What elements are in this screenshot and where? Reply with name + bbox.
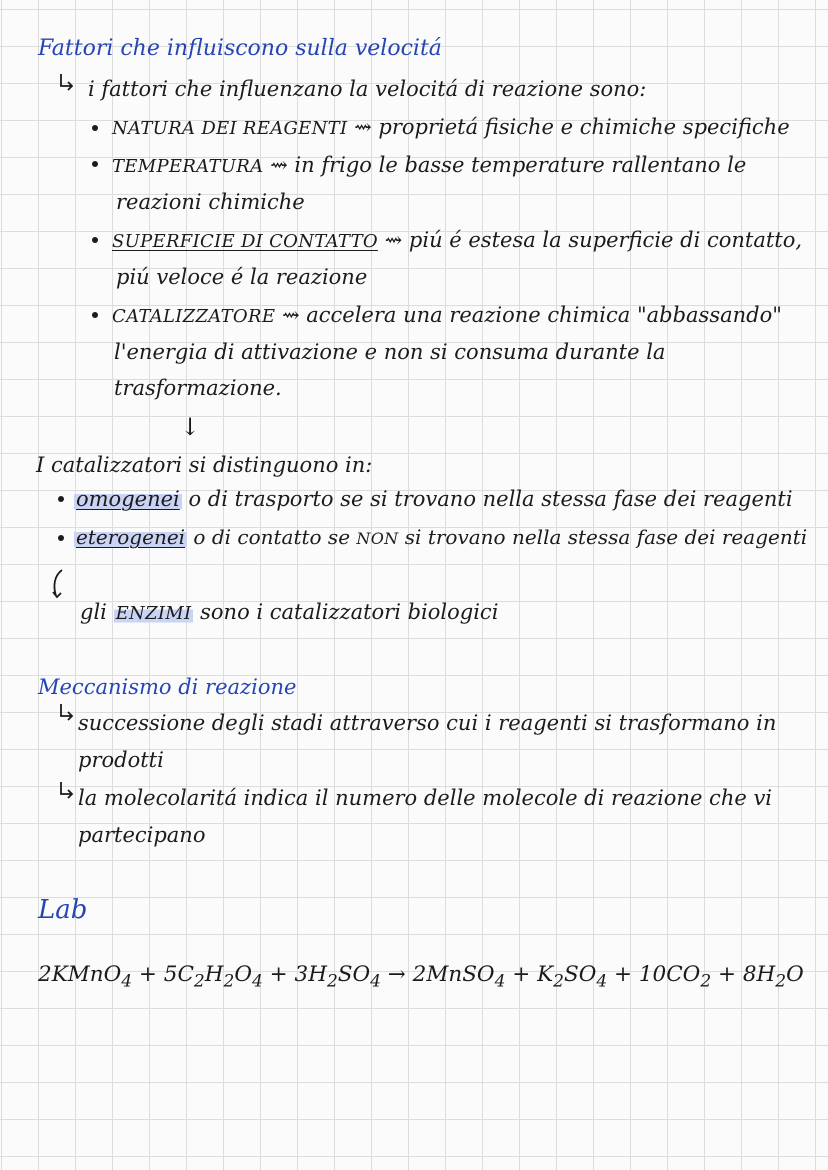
- enzymes-text: gli: [80, 600, 107, 624]
- eq-subscript: 2: [326, 971, 338, 992]
- factor-desc-cont: piú veloce é la reazione: [116, 265, 368, 289]
- section-title-lab: Lab: [38, 895, 88, 925]
- squiggle-arrow-icon: ⇝: [270, 153, 288, 177]
- eq-coefficient: 2: [38, 962, 52, 987]
- eq-plus: +: [614, 962, 633, 987]
- factor-desc-cont: trasformazione.: [114, 376, 282, 400]
- eq-subscript: 2: [193, 971, 205, 992]
- eq-formula: O: [234, 962, 252, 987]
- down-arrow-icon: ↓: [180, 413, 201, 441]
- factor-desc: proprietá fisiche e chimiche specifiche: [378, 115, 790, 139]
- factor-item-natura: [112, 112, 790, 144]
- eq-subscript: 4: [494, 971, 506, 992]
- catalysts-intro: I catalizzatori si distinguono in:: [36, 453, 373, 477]
- eq-plus: +: [269, 962, 288, 987]
- bullet-icon: [58, 496, 64, 502]
- catalyst-desc: o di contatto se: [193, 525, 351, 549]
- eq-formula: C: [177, 962, 194, 987]
- factor-item-temperatura: [112, 150, 746, 182]
- mechanism-line-1-cont: prodotti: [78, 748, 164, 772]
- squiggle-arrow-icon: ⇝: [354, 115, 372, 139]
- factor-term: CATALIZZATORE: [112, 306, 276, 327]
- eq-subscript: 4: [251, 971, 263, 992]
- eq-subscript: 4: [121, 971, 133, 992]
- eq-formula: H: [204, 962, 224, 987]
- squiggle-arrow-icon: ⇝: [281, 303, 300, 327]
- factor-desc-cont: reazioni chimiche: [116, 190, 305, 214]
- reaction-arrow-icon: →: [387, 962, 406, 987]
- eq-plus: +: [512, 962, 531, 987]
- bullet-icon: [92, 237, 98, 243]
- eq-coefficient: 8: [742, 962, 757, 987]
- eq-subscript: 2: [223, 971, 235, 992]
- mechanism-line-2-cont: partecipano: [78, 823, 206, 847]
- eq-formula: O: [786, 962, 804, 987]
- eq-coefficient: 2: [412, 962, 427, 987]
- bullet-icon: [92, 312, 98, 318]
- eq-coefficient: 3: [294, 962, 309, 987]
- factor-desc: piú é estesa la superficie di contatto,: [408, 228, 803, 252]
- eq-formula: H: [308, 962, 327, 987]
- eq-subscript: 4: [370, 971, 381, 992]
- factors-intro: i fattori che influenzano la velocitá di reazione sono:: [88, 77, 647, 101]
- section-title-mechanism: Meccanismo di reazione: [38, 675, 297, 699]
- eq-subscript: 2: [700, 971, 712, 992]
- eq-formula: K: [537, 962, 554, 987]
- eq-formula: SO: [337, 962, 371, 987]
- section-title-factors: Fattori che influiscono sulla velocitá: [38, 36, 442, 61]
- enzymes-text: sono i catalizzatori biologici: [200, 600, 499, 624]
- eq-formula: SO: [563, 962, 597, 987]
- eq-formula: H: [756, 962, 776, 987]
- factor-term: NATURA DEI REAGENTI: [112, 118, 348, 139]
- catalyst-type-omogenei: [74, 484, 793, 514]
- eq-formula: CO: [666, 962, 701, 987]
- eq-coefficient: 10: [638, 962, 667, 987]
- squiggle-arrow-icon: ⇝: [384, 228, 403, 252]
- bullet-icon: [92, 161, 98, 167]
- catalyst-type-eterogenei: [74, 522, 807, 554]
- hook-arrow-icon: [50, 568, 68, 602]
- catalyst-term: eterogenei: [76, 525, 186, 549]
- bullet-icon: [58, 535, 64, 541]
- eq-plus: +: [717, 962, 736, 987]
- eq-plus: +: [138, 962, 157, 987]
- hook-arrow-icon: [58, 780, 76, 802]
- enzymes-term: ENZIMI: [115, 603, 192, 624]
- factor-desc: accelera una reazione chimica "abbassando": [306, 303, 782, 327]
- eq-formula: MnSO: [426, 962, 495, 987]
- eq-coefficient: 5: [163, 962, 178, 987]
- hook-arrow-icon: [58, 72, 76, 94]
- hook-arrow-icon: [58, 702, 76, 724]
- factor-desc: in frigo le basse temperature rallentano le: [294, 153, 747, 177]
- eq-formula: KMnO: [51, 962, 122, 987]
- mechanism-line-2: la molecolaritá indica il numero delle molecole di reazione che vi: [78, 786, 773, 810]
- factor-item-catalizzatore: [112, 300, 782, 332]
- mechanism-line-1: successione degli stadi attraverso cui i reagenti si trasformano in: [78, 711, 777, 735]
- factor-term: SUPERFICIE DI CONTATTO: [112, 231, 378, 252]
- eq-subscript: 2: [775, 971, 787, 992]
- catalyst-desc-emphasis: NON: [356, 529, 399, 548]
- catalyst-desc: si trovano nella stessa fase dei reagenti: [404, 525, 808, 549]
- factor-desc-cont: l'energia di attivazione e non si consuma durante la: [114, 340, 666, 364]
- eq-subscript: 4: [596, 971, 608, 992]
- bullet-icon: [92, 125, 98, 131]
- catalyst-desc: o di trasporto se si trovano nella stessa fase dei reagenti: [188, 487, 793, 511]
- catalyst-term: omogenei: [76, 487, 180, 511]
- chemical-equation: [38, 962, 804, 991]
- eq-subscript: 2: [553, 971, 564, 992]
- factor-item-superficie: [112, 225, 802, 257]
- factor-term: TEMPERATURA: [112, 156, 264, 177]
- enzymes-note: [80, 597, 498, 629]
